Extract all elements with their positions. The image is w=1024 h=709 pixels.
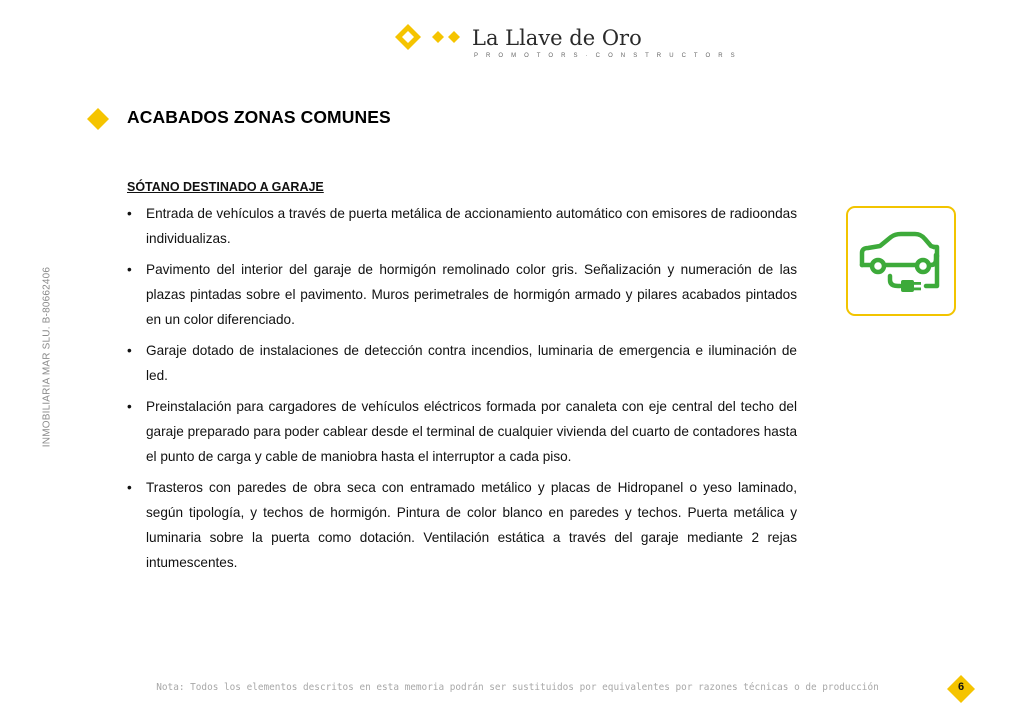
company-registration-text: INMOBILIARIA MAR SLU. B-80662406	[41, 266, 53, 448]
bullet-icon: •	[127, 262, 132, 277]
list-item	[127, 394, 797, 469]
ev-charging-box	[846, 206, 956, 316]
list-item-text: Entrada de vehículos a través de puerta metálica de accionamiento automático con emisores de radioondas individualizas.	[146, 206, 797, 246]
section-title: ACABADOS ZONAS COMUNES	[127, 107, 391, 127]
page-number: 6	[957, 681, 965, 693]
bullet-list	[127, 201, 797, 575]
list-item	[127, 257, 797, 332]
bullet-icon: •	[127, 206, 132, 221]
list-item-text: Pavimento del interior del garaje de hormigón remolinado color gris. Señalización y numeración de las plazas pintadas sobre el pavimento. Muros perimetrales de hormigón armado y pilares acabados pintados en un color diferenciado.	[146, 262, 797, 327]
diamond-key-icon	[394, 22, 470, 62]
bullet-icon: •	[127, 480, 132, 495]
list-item	[127, 338, 797, 388]
section-subtitle: SÓTANO DESTINADO A GARAJE	[127, 180, 324, 194]
list-item	[127, 475, 797, 575]
bullet-icon: •	[127, 399, 132, 414]
content-block	[127, 178, 797, 581]
title-diamond-icon	[86, 107, 110, 131]
list-item-text: Garaje dotado de instalaciones de detección contra incendios, luminaria de emergencia e iluminación de led.	[146, 343, 797, 383]
list-item-text: Preinstalación para cargadores de vehículos eléctricos formada por canaleta con eje central del techo del garaje preparado para poder cablear desde el terminal de cualquier vivienda del cuarto de contadores hasta el punto de carga y cable de maniobra hasta el interruptor a cada piso.	[146, 399, 797, 464]
brand-logo	[394, 22, 738, 62]
list-item-text: Trasteros con paredes de obra seca con entramado metálico y placas de Hidropanel o yeso laminado, según tipología, y techos de hormigón. Pintura de color blanco en paredes y techos. Puerta metálica y luminaria sobre la puerta como dotación. Ventilación estática a través del garaje mediante 2 rejas intumescentes.	[146, 480, 797, 570]
list-item	[127, 201, 797, 251]
page-number-badge	[947, 675, 975, 703]
footnote: Nota: Todos los elementos descritos en esta memoria podrán ser sustituidos por equivalentes por razones técnicas o de producción	[156, 682, 879, 693]
electric-car-charging-icon	[848, 208, 954, 314]
brand-name: La Llave de Oro	[472, 26, 642, 50]
bullet-icon: •	[127, 343, 132, 358]
brand-tagline: P R O M O T O R S · C O N S T R U C T O R S	[474, 53, 738, 59]
